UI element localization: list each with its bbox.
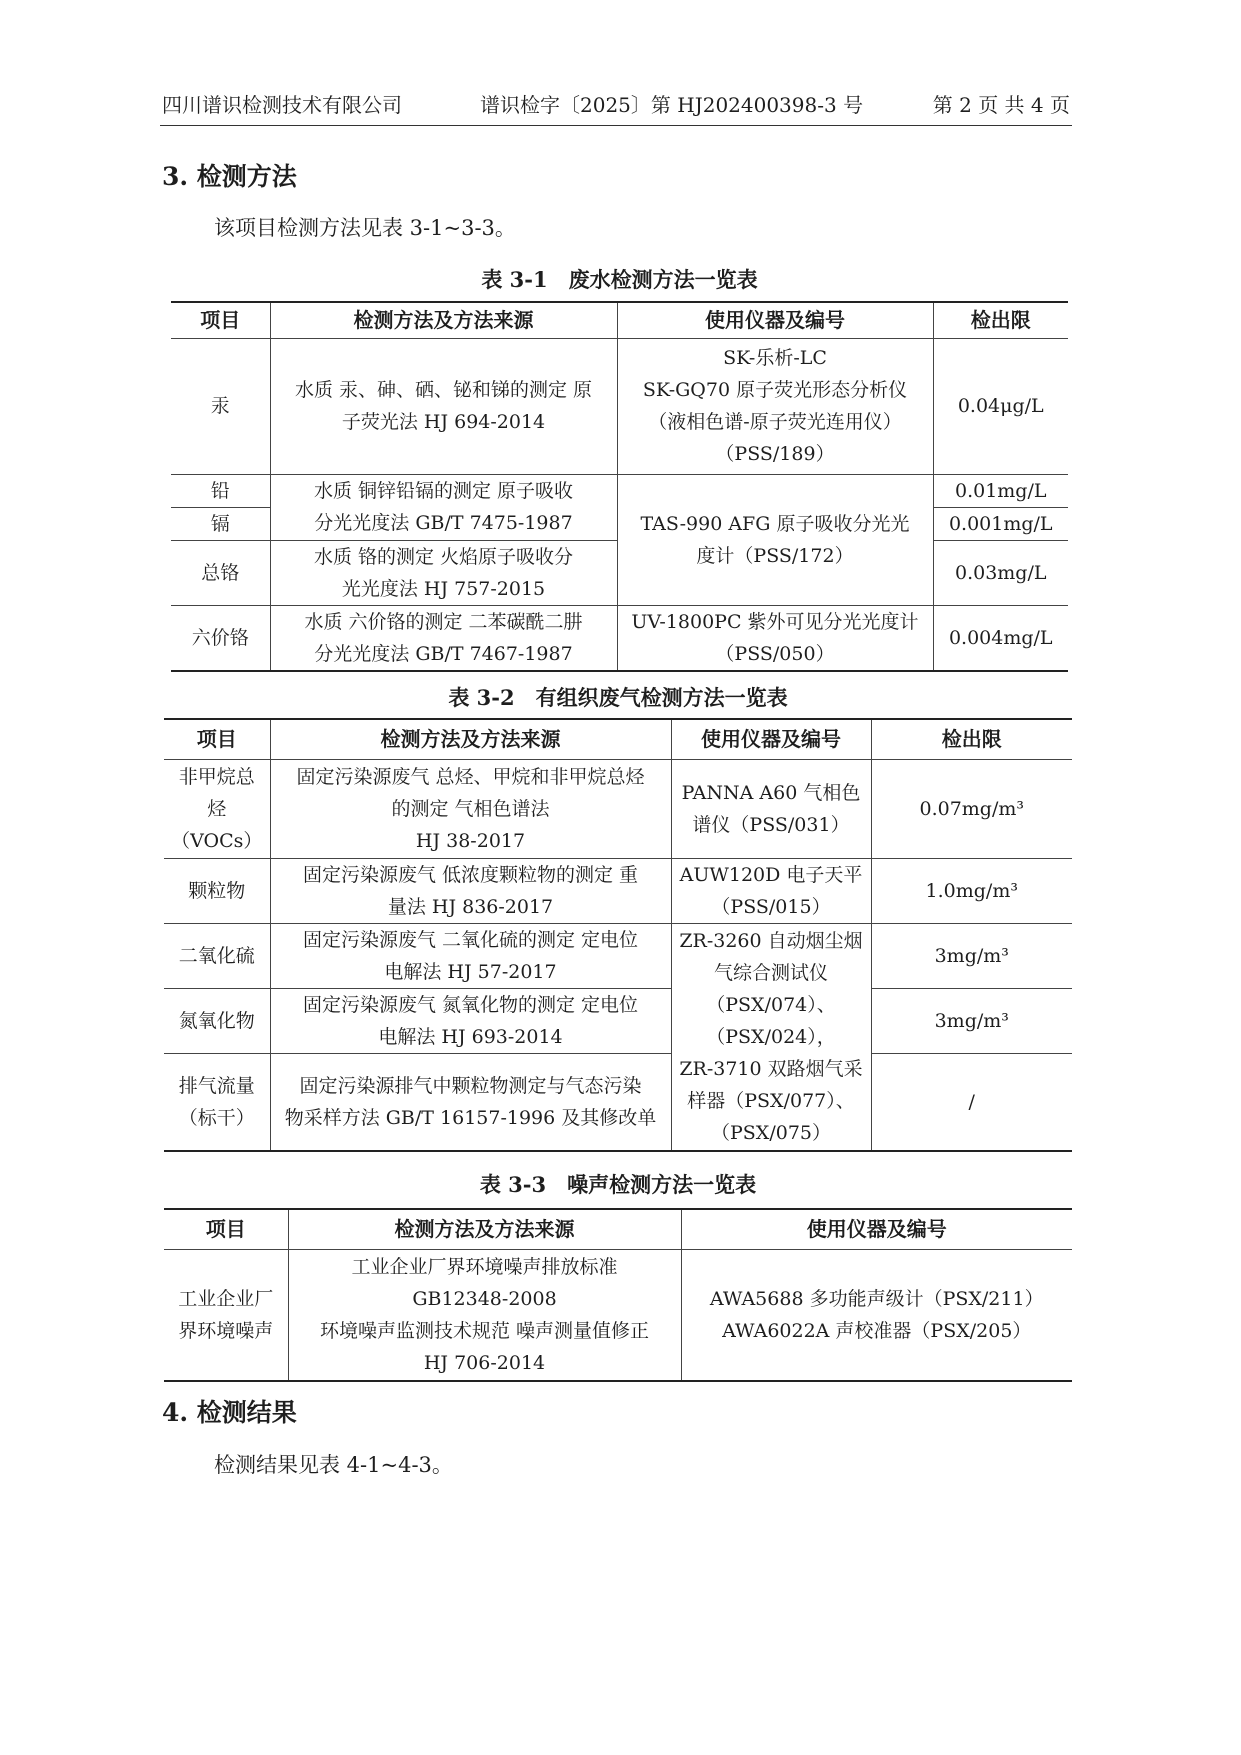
section-4-title: 4. 检测结果 (162, 1398, 297, 1427)
cell-limit: 0.03mg/L (933, 540, 1068, 605)
table-3-3-noise-methods (164, 1208, 1072, 1382)
header-company: 四川谱识检测技术有限公司 (162, 93, 402, 117)
cell-method: 工业企业厂界环境噪声排放标准 GB12348-2008 环境噪声监测技术规范 噪声测量值修正 HJ 706-2014 (288, 1249, 681, 1381)
cell-item: 六价铬 (171, 605, 270, 671)
col-header-item: 项目 (171, 302, 270, 338)
table-3-2-caption: 表 3-2 有组织废气检测方法一览表 (448, 685, 788, 710)
col-header-instrument: 使用仪器及编号 (617, 302, 933, 338)
table-row-sulfur-dioxide (164, 923, 1072, 988)
table-3-1-caption: 表 3-1 废水检测方法一览表 (481, 267, 758, 292)
cell-method: 固定污染源废气 二氧化硫的测定 定电位 电解法 HJ 57-2017 (270, 923, 671, 988)
cell-limit: 0.07mg/m³ (871, 759, 1072, 858)
cell-method: 固定污染源排气中颗粒物测定与气态污染 物采样方法 GB/T 16157-1996 及其修改单 (270, 1053, 671, 1151)
section-3-title: 3. 检测方法 (162, 162, 297, 191)
cell-limit: 1.0mg/m³ (871, 858, 1072, 923)
table-row-nmhc (164, 759, 1072, 858)
cell-method: 固定污染源废气 氮氧化物的测定 定电位 电解法 HJ 693-2014 (270, 988, 671, 1053)
cell-item: 排气流量 （标干） (164, 1053, 270, 1151)
table-header-row (164, 719, 1072, 759)
col-header-instrument: 使用仪器及编号 (671, 719, 871, 759)
table-3-2-exhaust-gas-methods (164, 718, 1072, 1152)
table-header-row (171, 302, 1068, 338)
cell-limit: 0.01mg/L (933, 474, 1068, 507)
cell-limit: 0.004mg/L (933, 605, 1068, 671)
table-3-1-wastewater-methods (171, 301, 1068, 672)
col-header-item: 项目 (164, 1209, 288, 1249)
table-3-3-caption: 表 3-3 噪声检测方法一览表 (479, 1172, 757, 1197)
col-header-instrument: 使用仪器及编号 (681, 1209, 1072, 1249)
cell-item: 镉 (171, 507, 270, 540)
cell-instrument: ZR-3260 自动烟尘烟 气综合测试仪 （PSX/074）、 （PSX/024）， ZR-3710 双路烟气采 样器（PSX/077）、 （PSX/075） (671, 923, 871, 1151)
header-divider (160, 125, 1072, 126)
table-row-lead (171, 474, 1068, 507)
col-header-method: 检测方法及方法来源 (288, 1209, 681, 1249)
header-page-number: 第 2 页 共 4 页 (932, 93, 1070, 117)
cell-item: 铅 (171, 474, 270, 507)
col-header-item: 项目 (164, 719, 270, 759)
col-header-limit: 检出限 (933, 302, 1068, 338)
table-row-exhaust-flow (164, 1053, 1072, 1151)
cell-limit: / (871, 1053, 1072, 1151)
cell-method: 固定污染源废气 总烃、甲烷和非甲烷总烃 的测定 气相色谱法 HJ 38-2017 (270, 759, 671, 858)
cell-limit: 3mg/m³ (871, 923, 1072, 988)
cell-item: 颗粒物 (164, 858, 270, 923)
cell-instrument: AWA5688 多功能声级计（PSX/211） AWA6022A 声校准器（PSX/205） (681, 1249, 1072, 1381)
table-row-hexavalent-chromium (171, 605, 1068, 671)
cell-item: 汞 (171, 338, 270, 474)
col-header-limit: 检出限 (871, 719, 1072, 759)
cell-method: 水质 铜锌铅镉的测定 原子吸收 分光光度法 GB/T 7475-1987 (270, 474, 617, 540)
cell-method: 水质 六价铬的测定 二苯碳酰二肼 分光光度法 GB/T 7467-1987 (270, 605, 617, 671)
section-4-intro: 检测结果见表 4-1~4-3。 (214, 1453, 453, 1477)
cell-limit: 3mg/m³ (871, 988, 1072, 1053)
cell-item: 氮氧化物 (164, 988, 270, 1053)
cell-item: 二氧化硫 (164, 923, 270, 988)
cell-method: 固定污染源废气 低浓度颗粒物的测定 重 量法 HJ 836-2017 (270, 858, 671, 923)
cell-instrument: UV-1800PC 紫外可见分光光度计 （PSS/050） (617, 605, 933, 671)
cell-method: 水质 汞、砷、硒、铋和锑的测定 原 子荧光法 HJ 694-2014 (270, 338, 617, 474)
cell-limit: 0.001mg/L (933, 507, 1068, 540)
table-row-boundary-noise (164, 1249, 1072, 1381)
cell-method: 水质 铬的测定 火焰原子吸收分 光光度法 HJ 757-2015 (270, 540, 617, 605)
table-row-particulate (164, 858, 1072, 923)
cell-item: 工业企业厂 界环境噪声 (164, 1249, 288, 1381)
cell-instrument: TAS-990 AFG 原子吸收分光光 度计（PSS/172） (617, 474, 933, 605)
cell-item: 非甲烷总 烃（VOCs） (164, 759, 270, 858)
table-row-mercury (171, 338, 1068, 474)
table-row-nitrogen-oxides (164, 988, 1072, 1053)
cell-instrument: PANNA A60 气相色 谱仪（PSS/031） (671, 759, 871, 858)
cell-limit: 0.04μg/L (933, 338, 1068, 474)
header-report-number: 谱识检字〔2025〕第 HJ202400398-3 号 (480, 93, 864, 117)
col-header-method: 检测方法及方法来源 (270, 719, 671, 759)
table-header-row (164, 1209, 1072, 1249)
cell-item: 总铬 (171, 540, 270, 605)
section-3-intro: 该项目检测方法见表 3-1~3-3。 (214, 216, 516, 240)
col-header-method: 检测方法及方法来源 (270, 302, 617, 338)
cell-instrument: AUW120D 电子天平 （PSS/015） (671, 858, 871, 923)
cell-instrument: SK-乐析-LC SK-GQ70 原子荧光形态分析仪 （液相色谱-原子荧光连用仪） （PSS/189） (617, 338, 933, 474)
